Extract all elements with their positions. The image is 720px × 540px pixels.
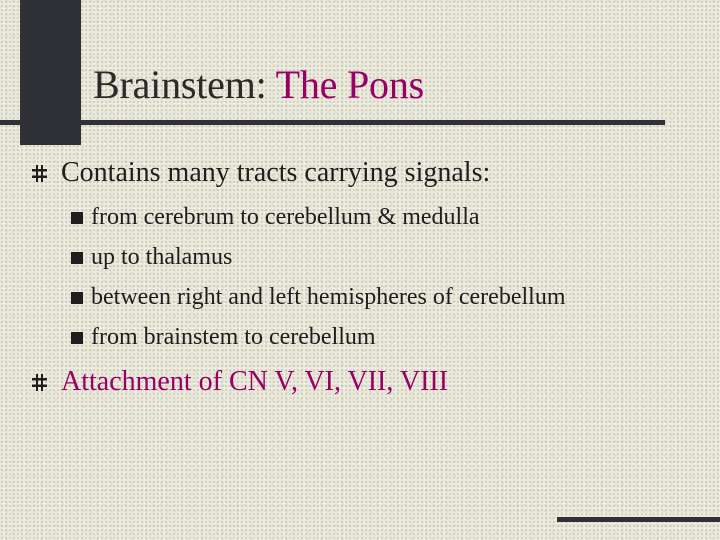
footer-rule xyxy=(557,517,720,522)
square-bullet-icon xyxy=(71,252,83,264)
slide-title-accent: The Pons xyxy=(275,62,425,107)
title-underline-rule xyxy=(0,120,665,125)
square-bullet-icon xyxy=(71,212,83,224)
bullet-text: Contains many tracts carrying signals: xyxy=(61,157,491,188)
hash-bullet-icon xyxy=(32,374,47,391)
square-bullet-icon xyxy=(71,332,83,344)
square-bullet-icon xyxy=(71,292,83,304)
sub-bullet-text: from brainstem to cerebellum xyxy=(91,324,376,350)
slide-title xyxy=(93,62,424,108)
sub-bullet-text: between right and left hemispheres of cerebellum xyxy=(91,284,566,310)
slide-title-main: Brainstem: xyxy=(93,62,276,107)
sub-bullet-text: up to thalamus xyxy=(91,244,233,270)
bullet-text: Attachment of CN V, VI, VII, VIII xyxy=(61,366,449,397)
sub-bullet-text: from cerebrum to cerebellum & medulla xyxy=(91,204,480,230)
hash-bullet-icon xyxy=(32,165,47,182)
